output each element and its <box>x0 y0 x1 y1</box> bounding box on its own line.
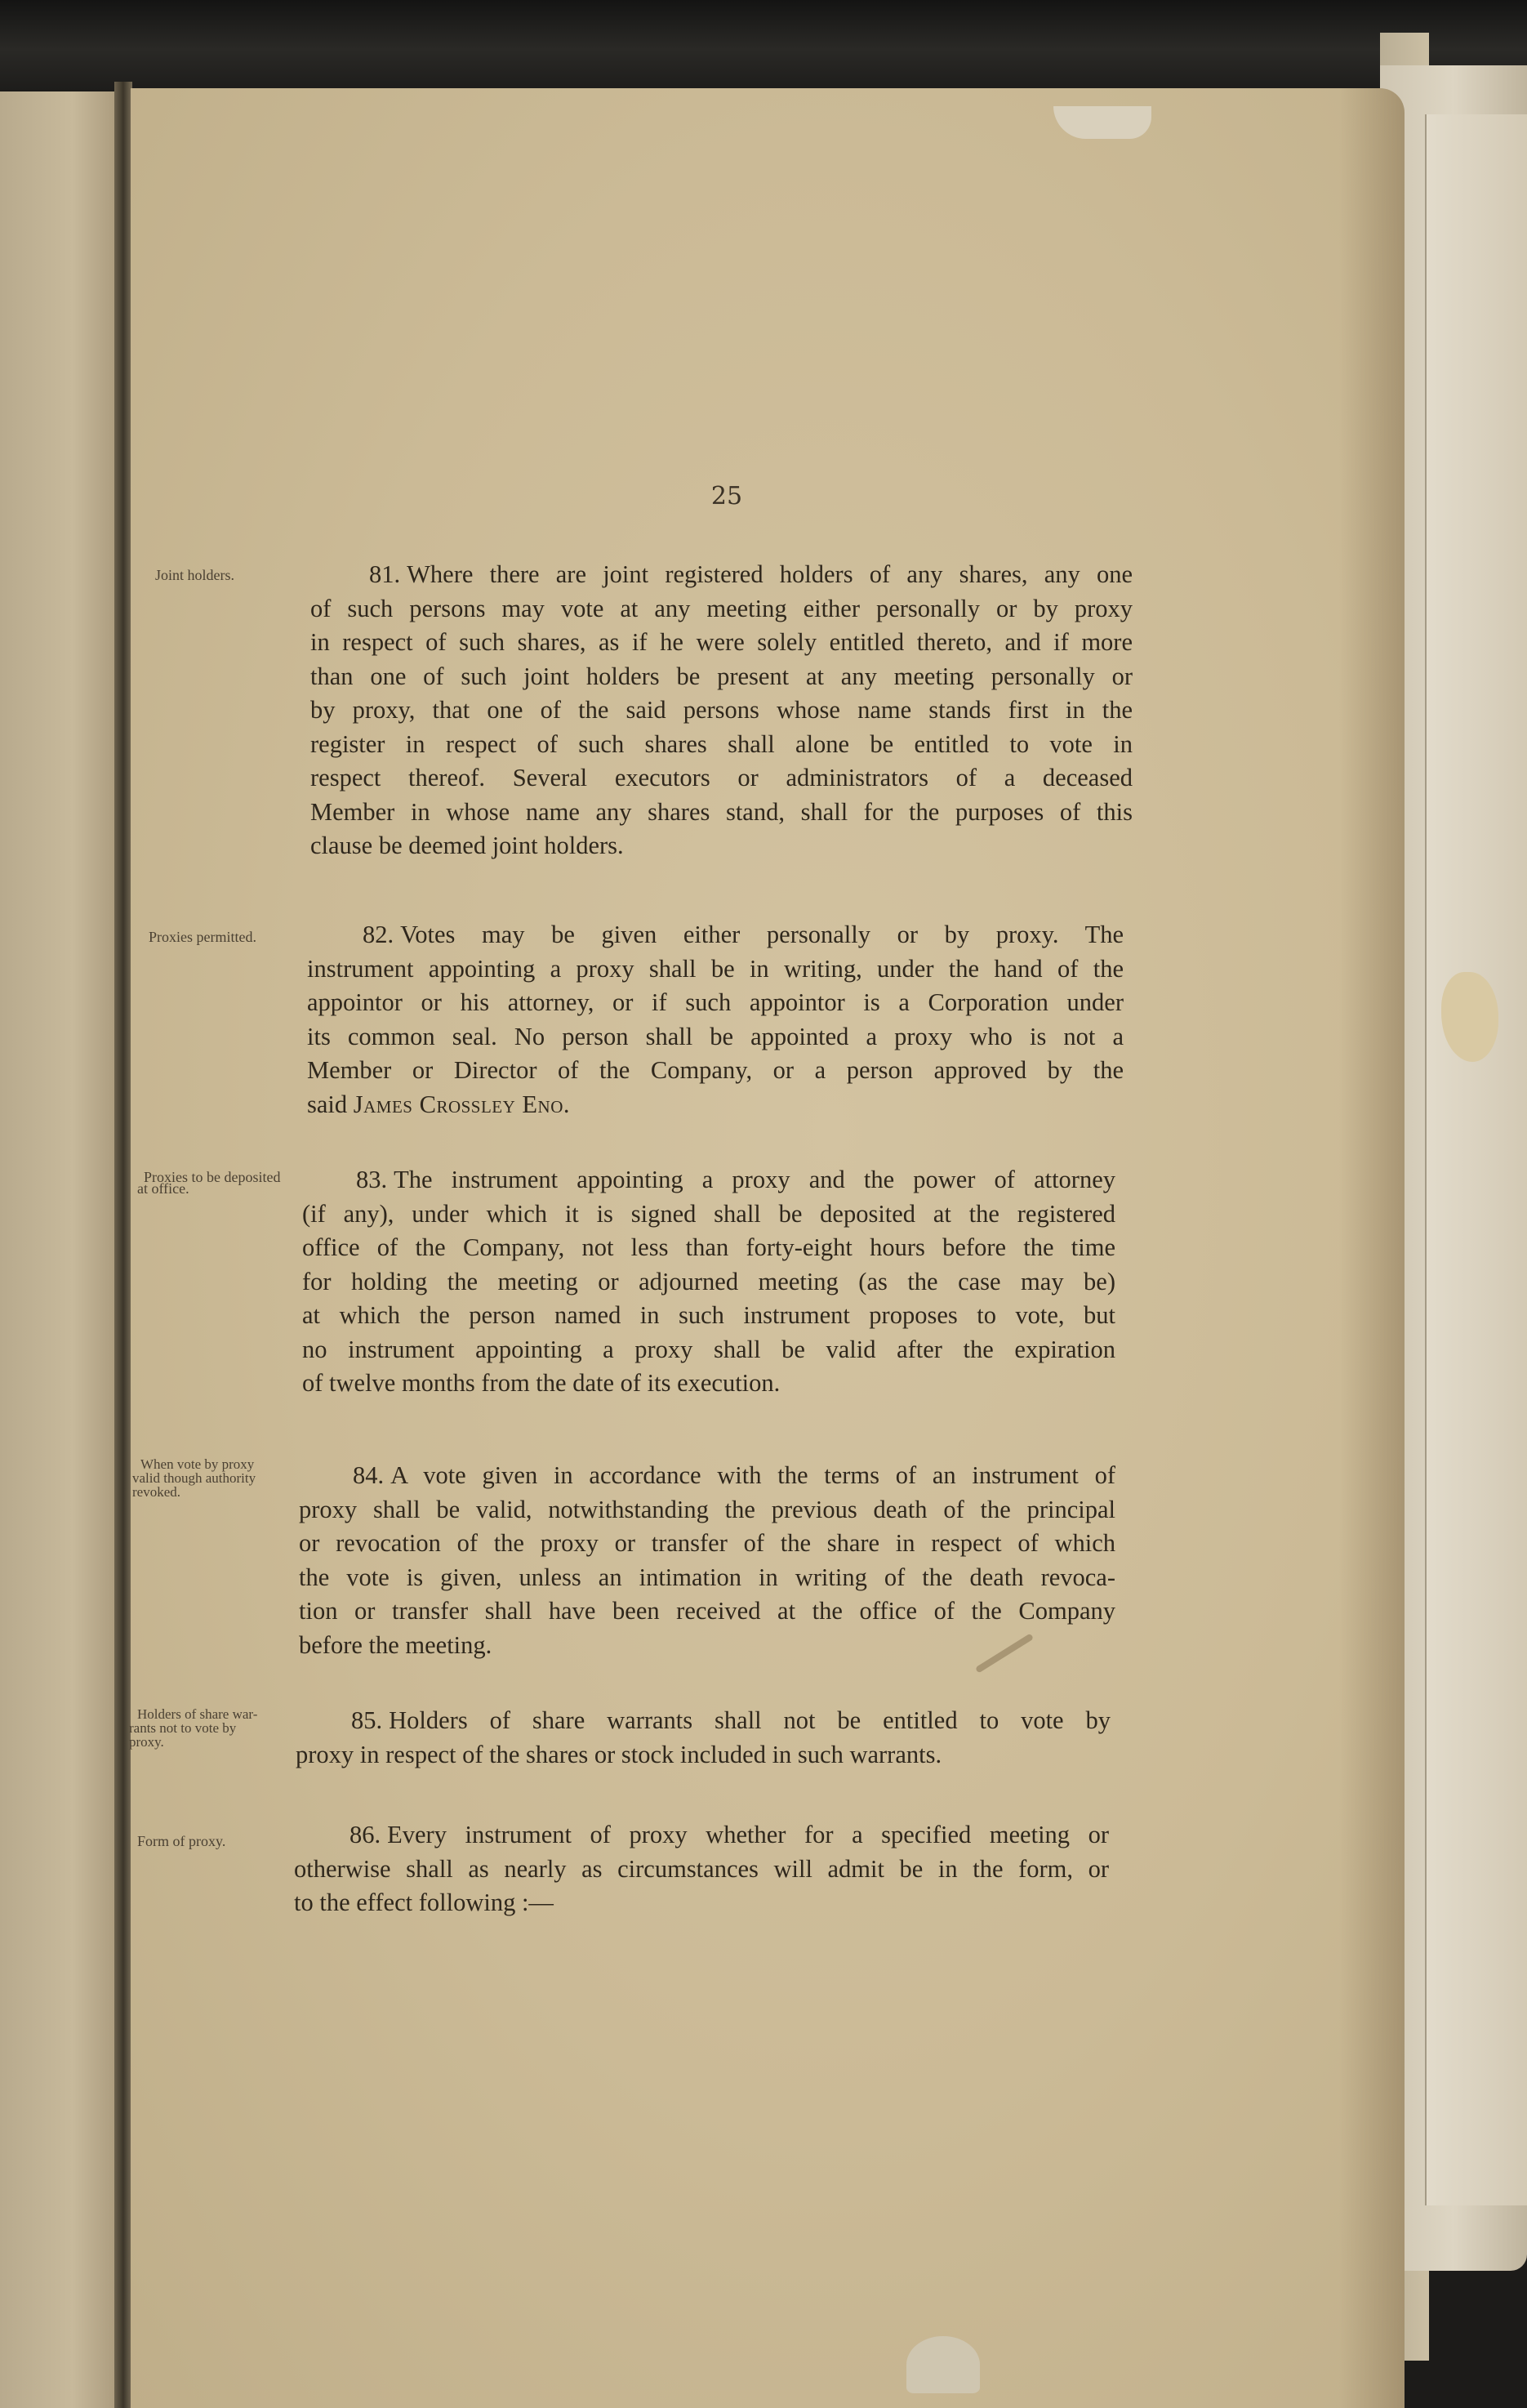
clause-number: 82. <box>363 921 394 948</box>
clause-line: tion or transfer shall have been received at the office of the Company <box>299 1597 1115 1625</box>
clause-line: of twelve months from the date of its execution. <box>302 1369 781 1397</box>
clause-line: to the effect following :— <box>294 1888 554 1916</box>
margin-note-line: at office. <box>137 1180 189 1197</box>
clause-81 <box>310 558 1133 863</box>
clause-line: otherwise shall as nearly as circumstances will admit be in the form, or <box>294 1854 1109 1883</box>
clause-text: A vote given in accordance with the terms of an instrument of <box>390 1461 1115 1489</box>
clause-text: Where there are joint registered holders of any shares, any one <box>407 560 1133 588</box>
clause-line <box>296 1704 1111 1738</box>
clause-85 <box>296 1704 1111 1772</box>
person-name: James Crossley Eno <box>353 1090 563 1118</box>
clause-line: clause be deemed joint holders. <box>310 832 624 859</box>
clause-line: Member or Director of the Company, or a person approved by the <box>307 1056 1124 1084</box>
margin-note-joint-holders: Joint holders. <box>155 567 234 583</box>
clause-line: register in respect of such shares shall alone be entitled to vote in <box>310 729 1133 758</box>
margin-note-line: valid though authority <box>132 1470 256 1486</box>
clause-line: or revocation of the proxy or transfer of the share in respect of which <box>299 1529 1115 1557</box>
clause-line: before the meeting. <box>299 1630 492 1659</box>
clause-line: Member in whose name any shares stand, shall for the purposes of this <box>310 797 1133 826</box>
clause-text: Votes may be given either personally or by proxy. The <box>400 921 1124 948</box>
clause-line <box>307 1088 1124 1122</box>
paper-tear <box>1053 106 1151 139</box>
clause-number: 84. <box>353 1461 385 1489</box>
clause-line: (if any), under which it is signed shall be deposited at the registered <box>302 1199 1115 1228</box>
margin-note-share-warrants <box>129 1707 257 1749</box>
clause-text: Every instrument of proxy whether for a specified meeting or <box>387 1821 1109 1848</box>
clause-line: proxy in respect of the shares or stock included in such warrants. <box>296 1740 942 1768</box>
clause-line: than one of such joint holders be present at any meeting personally or <box>310 662 1133 690</box>
clause-number: 85. <box>351 1706 383 1734</box>
clause-86 <box>294 1818 1109 1920</box>
clause-text: Holders of share warrants shall not be entitled to vote by <box>389 1706 1111 1734</box>
clause-line: by proxy, that one of the said persons whose name stands first in the <box>310 696 1133 724</box>
margin-note-line: Holders of share war- <box>137 1706 258 1722</box>
clause-line: instrument appointing a proxy shall be in writing, under the hand of the <box>307 954 1124 983</box>
page-shadow <box>1339 88 1405 2408</box>
clause-line: proxy shall be valid, notwithstanding the previous death of the principal <box>299 1495 1115 1523</box>
clause-number: 81. <box>369 560 401 588</box>
clause-line: appointor or his attorney, or if such appointor is a Corporation under <box>307 988 1124 1016</box>
clause-line: the vote is given, unless an intimation in writing of the death revoca- <box>299 1563 1115 1591</box>
clause-line: no instrument appointing a proxy shall be valid after the expiration <box>302 1335 1115 1363</box>
paper-tear <box>906 2336 980 2393</box>
clause-line <box>307 918 1124 952</box>
clause-number: 83. <box>356 1166 388 1193</box>
margin-note-line: proxy. <box>129 1734 164 1750</box>
margin-note-proxies-permitted: Proxies permitted. <box>149 929 256 945</box>
page-stack-edge <box>1425 114 1527 2205</box>
margin-note-line: When vote by proxy <box>140 1456 255 1472</box>
clause-text: The instrument appointing a proxy and the power of attorney <box>394 1166 1115 1193</box>
clause-line: respect thereof. Several executors or administrators of a deceased <box>310 764 1133 792</box>
clause-line <box>299 1459 1115 1493</box>
clause-text: . <box>563 1090 570 1118</box>
book-binding <box>0 0 1527 90</box>
clause-line: its common seal. No person shall be appointed a proxy who is not a <box>307 1022 1124 1050</box>
clause-line <box>302 1163 1115 1197</box>
clause-line: at which the person named in such instrument proposes to vote, but <box>302 1301 1115 1329</box>
clause-83 <box>302 1163 1115 1401</box>
margin-note-line: Proxies to be deposited <box>144 1169 281 1185</box>
margin-note-proxies-deposited <box>137 1170 280 1196</box>
margin-note-line: revoked. <box>132 1484 181 1500</box>
clause-line <box>294 1818 1109 1853</box>
clause-82 <box>307 918 1124 1122</box>
clause-number: 86. <box>349 1821 381 1848</box>
margin-note-line: rants not to vote by <box>129 1720 237 1736</box>
book-gutter <box>114 82 132 2408</box>
clause-line: office of the Company, not less than forty-eight hours before the time <box>302 1233 1115 1261</box>
margin-note-form-of-proxy: Form of proxy. <box>137 1833 226 1849</box>
clause-line: for holding the meeting or adjourned meeting (as the case may be) <box>302 1267 1115 1295</box>
page-number: 25 <box>710 482 743 511</box>
clause-text: said <box>307 1090 354 1118</box>
clause-line: in respect of such shares, as if he were solely entitled thereto, and if more <box>310 628 1133 656</box>
previous-page-edge <box>0 91 121 2408</box>
margin-note-vote-valid <box>132 1457 256 1499</box>
clause-line: of such persons may vote at any meeting either personally or by proxy <box>310 594 1133 622</box>
clause-line <box>310 558 1133 592</box>
clause-84 <box>299 1459 1115 1662</box>
